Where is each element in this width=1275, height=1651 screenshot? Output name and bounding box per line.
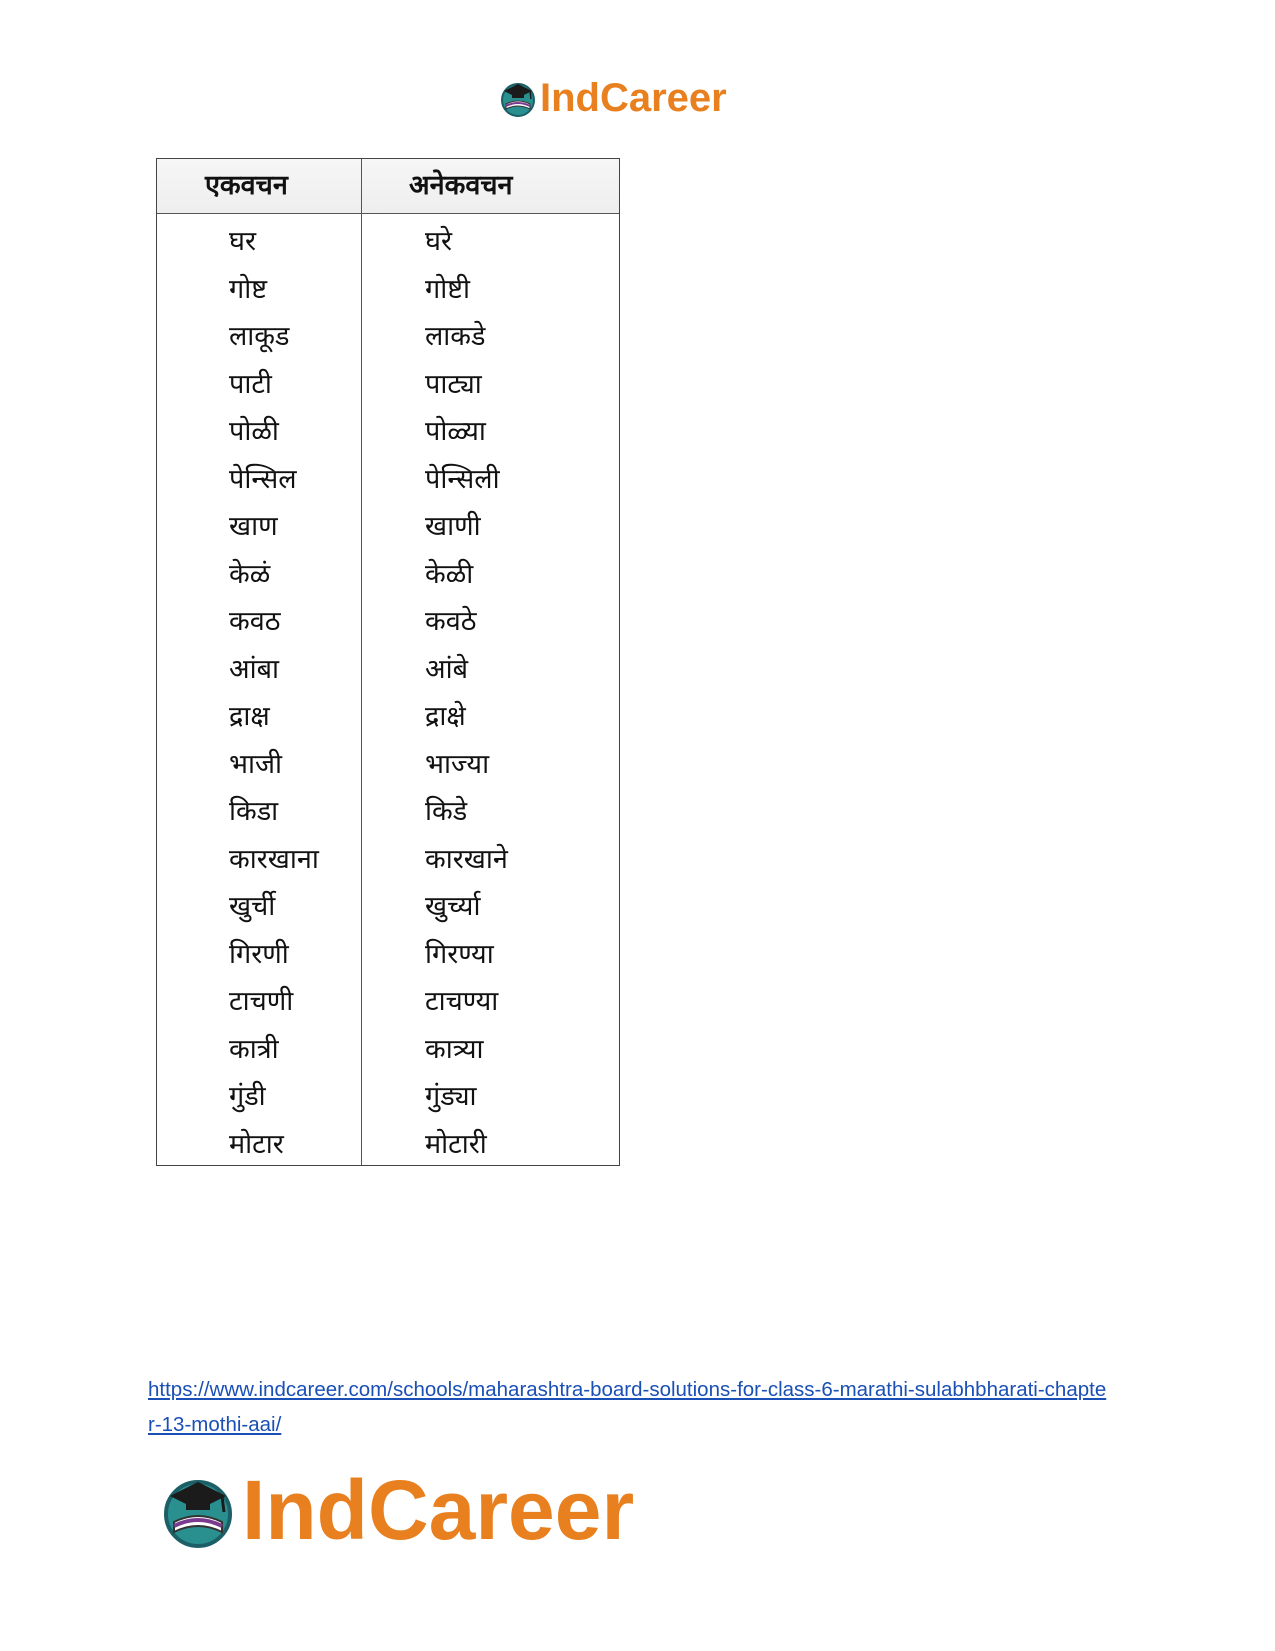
cell-plural: कात्र्या (425, 1033, 484, 1065)
cell-singular: गुंडी (229, 1081, 266, 1112)
cell-singular: पोळी (229, 416, 279, 447)
cell-singular: पेन्सिल (229, 463, 297, 495)
cell-plural: केळी (425, 558, 474, 590)
cell-singular: केळं (229, 558, 271, 590)
cell-plural: पाट्या (425, 368, 482, 400)
table-row (157, 498, 619, 546)
cell-singular: पाटी (229, 368, 272, 400)
table-row (157, 831, 619, 879)
cell-singular: लाकूड (229, 321, 290, 352)
cell-singular: गोष्ट (229, 273, 267, 305)
table-header-row (157, 159, 619, 214)
cell-singular: खुर्ची (229, 891, 276, 922)
cell-plural: गिरण्या (425, 938, 494, 970)
cell-singular: मोटार (229, 1128, 284, 1160)
cell-singular: घर (229, 226, 256, 257)
cell-singular: खाण (229, 511, 278, 542)
cell-plural: गुंड्या (425, 1081, 477, 1112)
cell-plural: पेन्सिली (425, 463, 500, 495)
singular-plural-table (156, 158, 620, 1166)
table-row (157, 926, 619, 974)
cell-plural: लाकडे (425, 321, 486, 352)
header-singular: एकवचन (205, 170, 288, 201)
cell-plural: द्राक्षे (425, 701, 466, 732)
cell-plural: पोळ्या (425, 416, 486, 447)
indcareer-logo-top (498, 78, 727, 118)
cell-plural: आंबे (425, 653, 469, 685)
cell-singular: आंबा (229, 653, 280, 685)
graduation-cap-book-globe-icon (498, 78, 538, 118)
table-row (157, 546, 619, 594)
table-row (157, 641, 619, 689)
cell-singular: कवठ (229, 606, 281, 637)
cell-plural: खाणी (425, 511, 481, 542)
table-row (157, 783, 619, 831)
table-row (157, 403, 619, 451)
table-row (157, 878, 619, 926)
table-row (157, 593, 619, 641)
graduation-cap-book-globe-icon (158, 1470, 238, 1550)
cell-plural: भाज्या (425, 748, 490, 780)
cell-singular: किडा (229, 796, 279, 827)
cell-singular: कात्री (229, 1033, 279, 1065)
source-url-link[interactable]: https://www.indcareer.com/schools/maharashtra-board-solutions-for-class-6-marathi-sulabhbharati-chapter-13-mothi-aai/ (148, 1378, 1107, 1436)
cell-plural: गोष्टी (425, 273, 470, 305)
table-row (157, 1021, 619, 1069)
indcareer-logo-bottom (158, 1463, 635, 1557)
table-row (157, 308, 619, 356)
cell-plural: टाचण्या (425, 986, 499, 1017)
table-row (157, 736, 619, 784)
cell-plural: कवठे (425, 606, 477, 637)
header-plural: अनेकवचन (409, 170, 513, 201)
table-row (157, 213, 619, 261)
table-row (157, 1116, 619, 1164)
cell-plural: घरे (425, 226, 452, 257)
table-row (157, 356, 619, 404)
cell-singular: गिरणी (229, 938, 289, 970)
table-row (157, 688, 619, 736)
table-row (157, 451, 619, 499)
cell-plural: खुर्च्या (425, 891, 481, 922)
cell-singular: कारखाना (229, 843, 319, 875)
table-row (157, 261, 619, 309)
cell-singular: भाजी (229, 748, 283, 780)
cell-plural: कारखाने (425, 843, 508, 875)
cell-plural: किडे (425, 796, 468, 827)
cell-singular: द्राक्ष (229, 701, 270, 732)
brand-wordmark: IndCareer (242, 1463, 635, 1557)
brand-wordmark: IndCareer (540, 76, 727, 120)
cell-singular: टाचणी (229, 986, 294, 1017)
table-row (157, 1068, 619, 1116)
table-row (157, 973, 619, 1021)
cell-plural: मोटारी (425, 1128, 487, 1160)
